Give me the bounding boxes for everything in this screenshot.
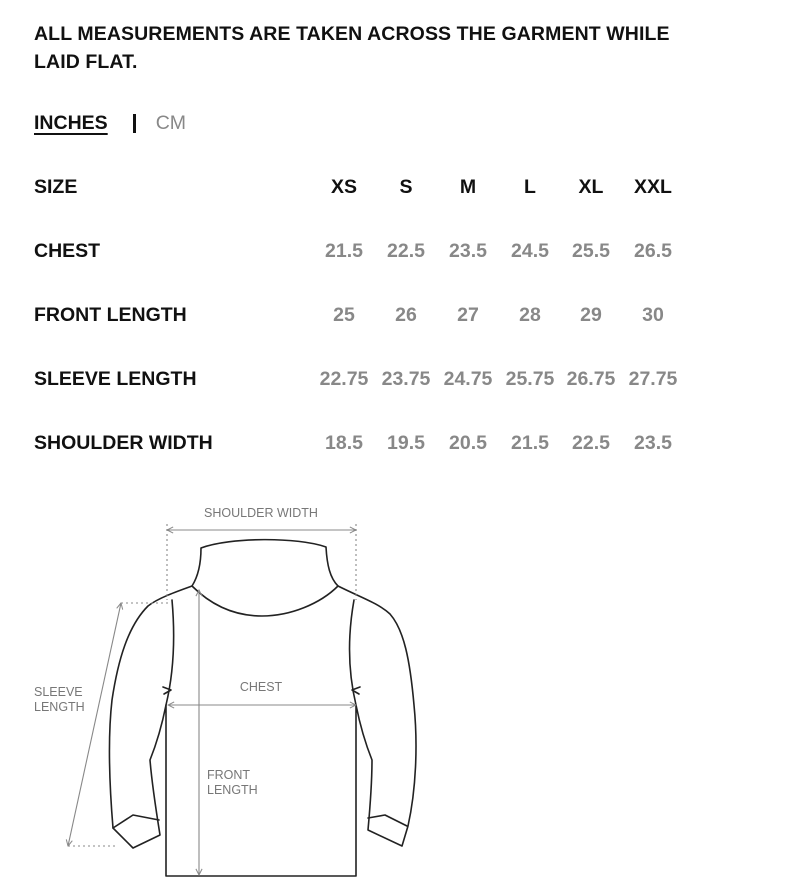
table-cell: 23.75	[381, 368, 431, 390]
table-cell: 27.75	[628, 368, 678, 390]
table-cell: 26.75	[566, 368, 616, 390]
sleeve-length-label-line-1: SLEEVE	[34, 685, 83, 699]
hoodie-measurement-diagram	[0, 490, 460, 890]
table-row-front-length	[34, 284, 734, 348]
table-cell: 25.5	[572, 240, 610, 262]
measurement-guides	[68, 524, 356, 875]
table-cell: 29	[580, 304, 602, 326]
unit-divider	[133, 114, 136, 133]
table-cell: 23.5	[634, 432, 672, 454]
table-cell: 22.5	[572, 432, 610, 454]
table-cell: 20.5	[449, 432, 487, 454]
table-cell: 26	[395, 304, 417, 326]
size-header-l: L	[524, 176, 536, 198]
table-cell: 24.5	[511, 240, 549, 262]
measurement-instructions	[34, 20, 734, 76]
table-row-sleeve-length	[34, 348, 734, 412]
table-cell: 22.75	[319, 368, 369, 390]
front-length-label-line-1: FRONT	[207, 768, 251, 782]
front-length-label-line-2: LENGTH	[207, 783, 258, 797]
table-cell: 25.75	[505, 368, 555, 390]
row-label-front-length: FRONT LENGTH	[34, 304, 187, 326]
table-cell: 22.5	[387, 240, 425, 262]
table-row-shoulder-width	[34, 412, 734, 476]
table-cell: 18.5	[325, 432, 363, 454]
table-cell: 23.5	[449, 240, 487, 262]
table-cell: 21.5	[325, 240, 363, 262]
sleeve-length-label-line-2: LENGTH	[34, 700, 85, 714]
size-header-xs: XS	[330, 176, 357, 198]
unit-tab-inches[interactable]: INCHES	[34, 111, 108, 134]
table-cell: 21.5	[511, 432, 549, 454]
row-label-chest: CHEST	[34, 240, 101, 262]
table-cell: 24.75	[443, 368, 493, 390]
unit-switcher	[34, 110, 186, 136]
instructions-line-1: ALL MEASUREMENTS ARE TAKEN ACROSS THE GARMENT WHILE	[34, 23, 670, 45]
size-header-xl: XL	[578, 176, 604, 198]
size-column-header: SIZE	[34, 176, 78, 198]
table-cell: 27	[457, 304, 479, 326]
table-cell: 26.5	[634, 240, 672, 262]
unit-tab-cm[interactable]: CM	[155, 111, 187, 134]
table-cell: 30	[642, 304, 664, 326]
size-header-xxl: XXL	[634, 176, 672, 198]
size-header-s: S	[399, 176, 413, 198]
table-cell: 19.5	[387, 432, 425, 454]
hoodie-outline-icon	[109, 540, 416, 876]
row-label-shoulder-width: SHOULDER WIDTH	[34, 432, 213, 454]
table-row-chest	[34, 220, 734, 284]
chest-label: CHEST	[239, 680, 283, 694]
table-header-row	[34, 156, 734, 220]
shoulder-width-label: SHOULDER WIDTH	[204, 506, 318, 520]
size-chart-table	[34, 156, 734, 476]
instructions-line-2: LAID FLAT.	[34, 51, 138, 73]
table-cell: 25	[333, 304, 355, 326]
size-header-m: M	[459, 176, 477, 198]
row-label-sleeve-length: SLEEVE LENGTH	[34, 368, 197, 390]
table-cell: 28	[519, 304, 541, 326]
